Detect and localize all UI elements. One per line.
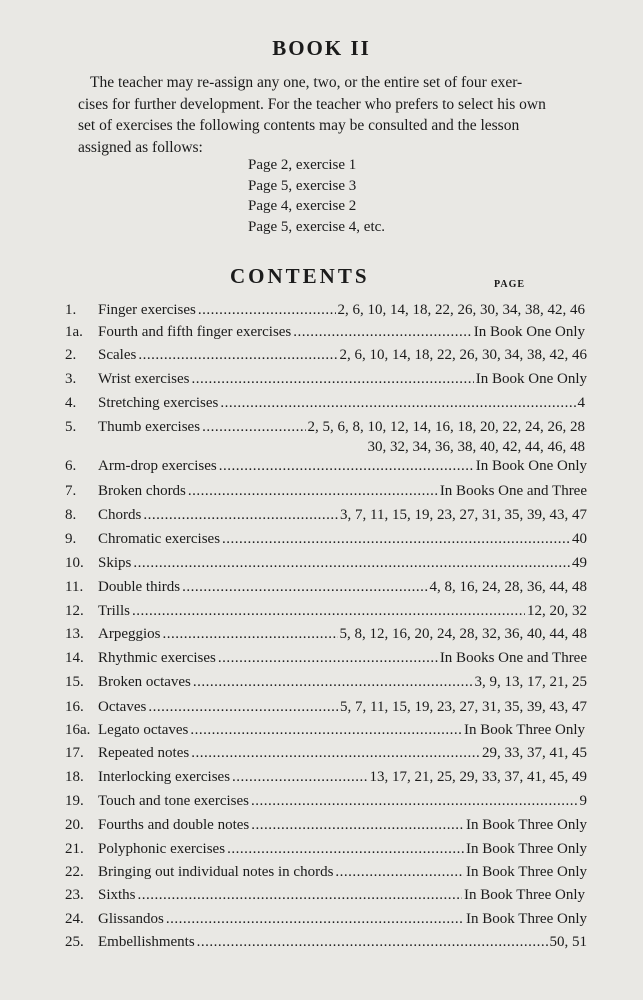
dot-leader (132, 601, 525, 621)
contents-entry (0, 743, 643, 763)
entry-number: 14. (65, 650, 84, 666)
dot-leader (191, 369, 473, 389)
entry-pages: In Book One Only (475, 458, 587, 474)
entry-number: 12. (65, 603, 84, 619)
entry-number: 22. (65, 864, 84, 880)
entry-label: Finger exercises (98, 302, 196, 318)
dot-leader (138, 885, 463, 905)
intro-line: The teacher may re-assign any one, two, or the entire set of four exer- (90, 74, 523, 91)
entry-label: Touch and tone exercises (98, 793, 249, 809)
entry-label: Fourth and fifth finger exercises (98, 324, 292, 340)
entry-number: 3. (65, 371, 77, 387)
entry-number: 8. (65, 507, 77, 523)
entry-pages: 2, 6, 10, 14, 18, 22, 26, 30, 34, 38, 42, 46 (337, 302, 585, 318)
entry-pages: In Book Three Only (466, 911, 587, 927)
entry-number: 24. (65, 911, 84, 927)
contents-entry (0, 322, 643, 342)
entry-label: Arm-drop exercises (98, 458, 217, 474)
entry-label: Thumb exercises (98, 419, 201, 435)
entry-pages: 5, 8, 12, 16, 20, 24, 28, 32, 36, 40, 44, 48 (339, 626, 587, 642)
entry-pages: In Book Three Only (464, 722, 585, 738)
dot-leader (190, 720, 462, 740)
entry-number: 25. (65, 934, 84, 950)
entry-label: Glissandos (98, 911, 164, 927)
entry-label: Scales (98, 347, 137, 363)
entry-label: Broken octaves (98, 674, 191, 690)
entry-label: Interlocking exercises (98, 769, 231, 785)
entry-number: 6. (65, 458, 77, 474)
entry-number: 1a. (65, 324, 83, 340)
entry-label: Chords (98, 507, 142, 523)
dot-leader (197, 932, 548, 952)
entry-label: Fourths and double notes (98, 817, 250, 833)
contents-entry (0, 672, 643, 692)
dot-leader (166, 909, 464, 929)
entry-label: Polyphonic exercises (98, 841, 226, 857)
entry-label: Bringing out individual notes in chords (98, 864, 334, 880)
contents-entry (0, 505, 643, 525)
entry-label: Broken chords (98, 483, 186, 499)
entry-label: Wrist exercises (98, 371, 190, 387)
dot-leader (335, 862, 464, 882)
contents-entry (0, 369, 643, 389)
contents-entry (0, 839, 643, 859)
entry-number: 7. (65, 483, 77, 499)
entry-label: Stretching exercises (98, 395, 219, 411)
entry-pages: 4 (577, 395, 585, 411)
dot-leader (202, 417, 305, 437)
entry-label: Sixths (98, 887, 136, 903)
contents-entry (0, 885, 643, 905)
entry-number: 16. (65, 699, 84, 715)
dot-leader (293, 322, 471, 342)
entry-label: Chromatic exercises (98, 531, 221, 547)
contents-entry (0, 529, 643, 549)
entry-number: 4. (65, 395, 77, 411)
contents-entry (0, 300, 643, 320)
contents-entry (0, 767, 643, 787)
entry-pages: In Book Three Only (466, 841, 587, 857)
contents-entry (0, 601, 643, 621)
entry-pages: 9 (579, 793, 587, 809)
dot-leader (191, 743, 480, 763)
entry-pages: In Books One and Three (439, 483, 587, 499)
dot-leader (219, 456, 474, 476)
entry-pages: 29, 33, 37, 41, 45 (482, 745, 587, 761)
dot-leader (220, 393, 575, 413)
assignment-item: Page 5, exercise 3 (248, 177, 357, 194)
entry-number: 1. (65, 302, 77, 318)
entry-pages: In Book Three Only (464, 887, 585, 903)
dot-leader (188, 481, 438, 501)
entry-pages: 13, 17, 21, 25, 29, 33, 37, 41, 45, 49 (369, 769, 587, 785)
page-title: BOOK II (272, 36, 371, 60)
entry-pages: 40 (572, 531, 587, 547)
entry-label: Embellishments (98, 934, 195, 950)
entry-number: 10. (65, 555, 84, 571)
entry-label: Skips (98, 555, 132, 571)
entry-pages: In Book One Only (473, 324, 585, 340)
contents-entry (0, 393, 643, 413)
entry-number: 17. (65, 745, 84, 761)
entry-number: 21. (65, 841, 84, 857)
entry-number: 2. (65, 347, 77, 363)
dot-leader (193, 672, 473, 692)
entry-pages: In Book Three Only (466, 864, 587, 880)
contents-entry (0, 577, 643, 597)
contents-entry (0, 932, 643, 952)
dot-leader (138, 345, 337, 365)
dot-leader (227, 839, 464, 859)
contents-entry (0, 345, 643, 365)
entry-pages: 5, 7, 11, 15, 19, 23, 27, 31, 35, 39, 43, 47 (340, 699, 587, 715)
assignment-item: Page 4, exercise 2 (248, 198, 357, 214)
assignment-item: Page 2, exercise 1 (248, 157, 357, 173)
entry-number: 15. (65, 674, 84, 690)
entry-pages: In Book One Only (475, 371, 587, 387)
entry-pages: 3, 9, 13, 17, 21, 25 (474, 674, 587, 690)
entry-label: Arpeggios (98, 626, 161, 642)
entry-number: 23. (65, 887, 84, 903)
dot-leader (148, 697, 338, 717)
entry-label: Legato octaves (98, 722, 189, 738)
assignment-item: Page 5, exercise 4, etc. (248, 218, 386, 235)
contents-entry (0, 909, 643, 929)
contents-entry (0, 417, 643, 455)
entry-pages: 49 (572, 555, 587, 571)
dot-leader (133, 553, 570, 573)
contents-entry (0, 456, 643, 476)
entry-number: 20. (65, 817, 84, 833)
intro-line: set of exercises the following contents may be consulted and the lesson (78, 117, 520, 134)
entry-number: 18. (65, 769, 84, 785)
contents-entry (0, 648, 643, 668)
dot-leader (222, 529, 570, 549)
dot-leader (251, 791, 578, 811)
entry-number: 13. (65, 626, 84, 642)
contents-entry (0, 624, 643, 644)
entry-number: 9. (65, 531, 77, 547)
contents-entry (0, 481, 643, 501)
entry-pages: 4, 8, 16, 24, 28, 36, 44, 48 (429, 579, 587, 595)
contents-entry (0, 697, 643, 717)
dot-leader (163, 624, 338, 644)
entry-pages: In Books One and Three (439, 650, 587, 666)
dot-leader (232, 767, 367, 787)
contents-heading: CONTENTS (230, 264, 370, 288)
entry-pages: 50, 51 (549, 934, 587, 950)
entry-pages-continued: 30, 32, 34, 36, 38, 40, 42, 44, 46, 48 (367, 439, 585, 455)
entry-number: 16a. (65, 722, 91, 738)
entry-pages: 2, 5, 6, 8, 10, 12, 14, 16, 18, 20, 22, 24, 26, 28 (307, 419, 585, 435)
entry-label: Trills (98, 603, 130, 619)
contents-entry (0, 720, 643, 740)
entry-number: 19. (65, 793, 84, 809)
intro-line: cises for further development. For the teacher who prefers to select his own (78, 95, 546, 113)
contents-entry (0, 553, 643, 573)
contents-entry (0, 791, 643, 811)
entry-pages: 3, 7, 11, 15, 19, 23, 27, 31, 35, 39, 43, 47 (340, 507, 587, 523)
dot-leader (251, 815, 464, 835)
contents-entry (0, 862, 643, 882)
dot-leader (143, 505, 338, 525)
entry-pages: 2, 6, 10, 14, 18, 22, 26, 30, 34, 38, 42, 46 (339, 347, 587, 363)
entry-label: Octaves (98, 699, 147, 715)
entry-number: 5. (65, 419, 77, 435)
entry-pages: In Book Three Only (466, 817, 587, 833)
dot-leader (198, 300, 336, 320)
entry-label: Rhythmic exercises (98, 650, 216, 666)
entry-pages: 12, 20, 32 (527, 603, 587, 619)
dot-leader (218, 648, 438, 668)
page-column-header: PAGE (494, 279, 526, 290)
contents-entry (0, 815, 643, 835)
entry-number: 11. (65, 579, 84, 595)
intro-line: assigned as follows: (78, 138, 203, 156)
entry-label: Double thirds (98, 579, 181, 595)
dot-leader (182, 577, 427, 597)
entry-label: Repeated notes (98, 745, 190, 761)
